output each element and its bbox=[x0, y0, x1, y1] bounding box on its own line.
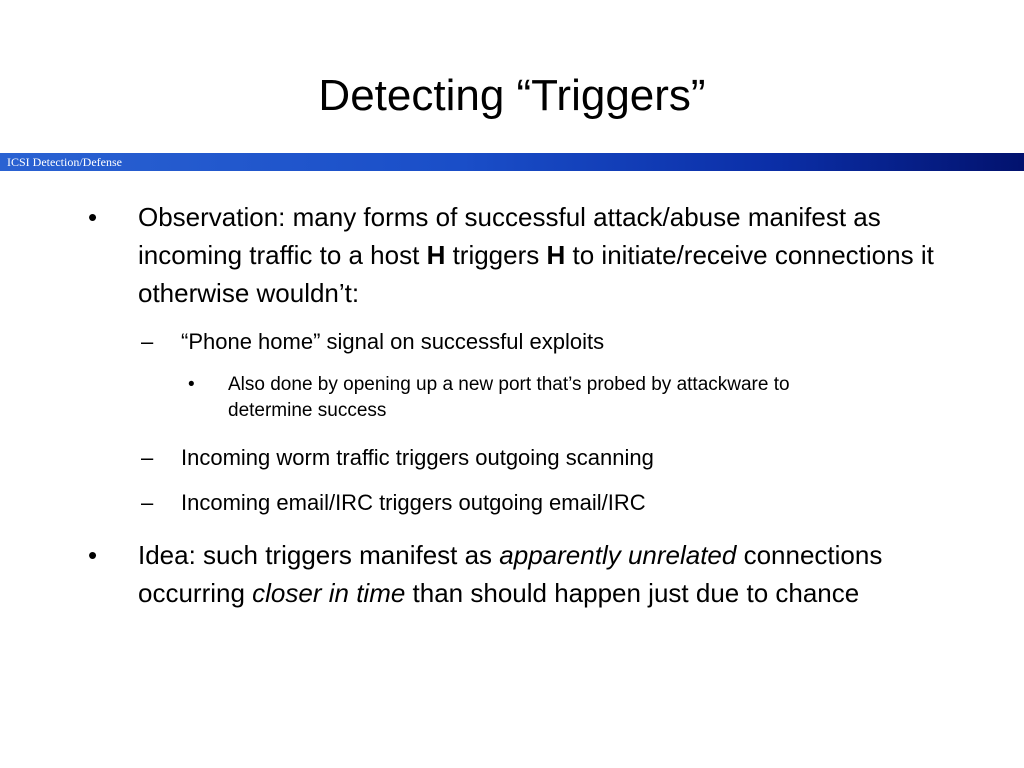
bullet-text: Idea: such triggers manifest as bbox=[138, 540, 500, 570]
bullet-marker: • bbox=[88, 202, 98, 232]
subbullet-text: Incoming worm traffic triggers outgoing scanning bbox=[181, 445, 654, 470]
bullet-text: connections occurring bbox=[138, 540, 883, 608]
bullet-text: Observation: many forms of successful attack/abuse manifest as incoming traffic to a host bbox=[138, 202, 881, 270]
bullet-idea bbox=[88, 536, 938, 612]
subbullet-text: “Phone home” signal on successful exploits bbox=[181, 329, 605, 354]
header-band bbox=[0, 153, 1024, 171]
subbullet-text: Incoming email/IRC triggers outgoing email/IRC bbox=[181, 490, 646, 515]
bullet-marker: • bbox=[188, 374, 195, 395]
bullet-text: than should happen just due to chance bbox=[405, 578, 860, 608]
slide-title: Detecting “Triggers” bbox=[318, 71, 706, 120]
subbullet-worm-traffic bbox=[141, 444, 941, 472]
host-h-bold: H bbox=[546, 240, 566, 270]
emphasis-text: apparently unrelated bbox=[499, 540, 737, 570]
dash-marker: – bbox=[141, 490, 154, 515]
bullet-marker: • bbox=[88, 540, 98, 570]
dash-marker: – bbox=[141, 445, 154, 470]
emphasis-text: closer in time bbox=[252, 578, 406, 608]
subbullet-phone-home bbox=[141, 328, 941, 356]
dash-marker: – bbox=[141, 329, 154, 354]
subbullet-email-irc bbox=[141, 489, 941, 517]
bullet-text: triggers bbox=[445, 240, 547, 270]
bullet-text: to initiate/receive connections it otherwise wouldn’t: bbox=[138, 240, 934, 308]
bullet-observation bbox=[88, 198, 938, 312]
subsubbullet-text: Also done by opening up a new port that’s probed by attackware to determine success bbox=[228, 374, 790, 421]
host-h-bold: H bbox=[426, 240, 446, 270]
subsubbullet-new-port bbox=[188, 372, 848, 424]
banner-label: ICSI Detection/Defense bbox=[7, 155, 122, 169]
